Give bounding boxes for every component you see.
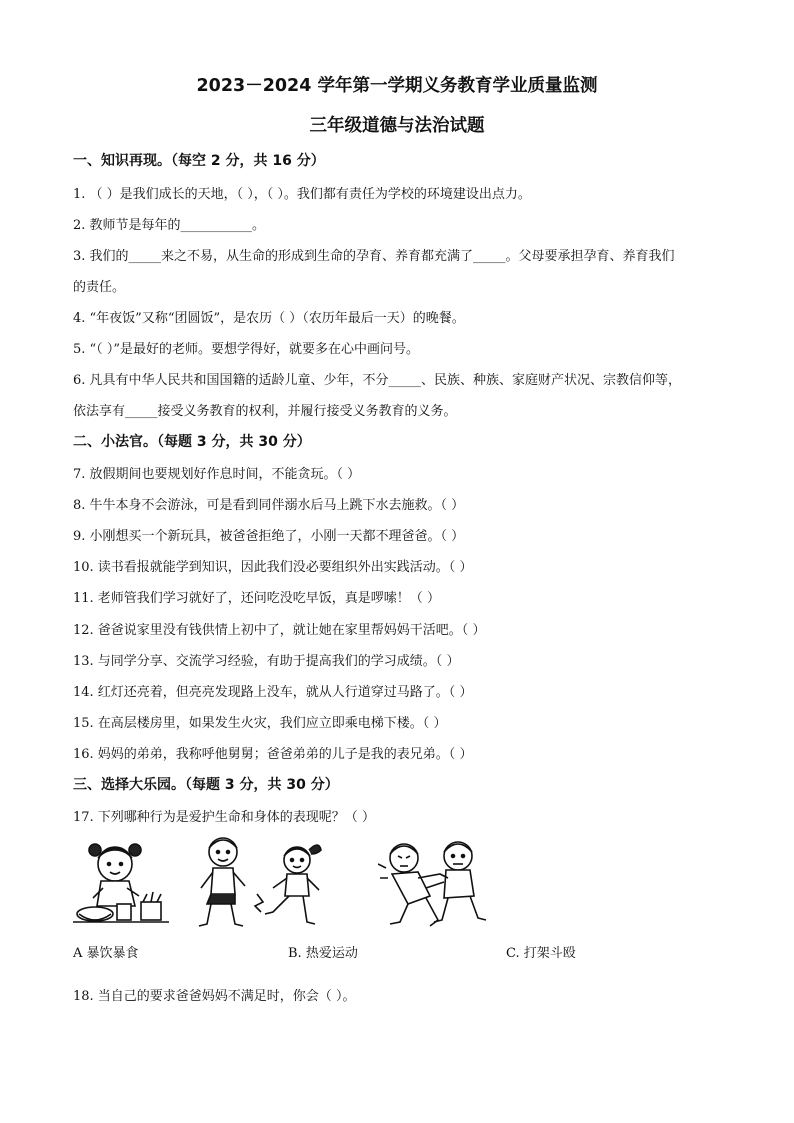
question-line: 5. “（ ）”是最好的老师。要想学得好，就要多在心中画问号。 bbox=[73, 342, 419, 357]
page-title: 2023－2024 学年第一学期义务教育学业质量监测 bbox=[196, 76, 598, 96]
question-line: 7. 放假期间也要规划好作息时间，不能贪玩。（ ） bbox=[73, 467, 361, 482]
page-subtitle: 三年级道德与法治试题 bbox=[309, 116, 485, 136]
overeating-illustration bbox=[73, 836, 169, 928]
question-line: 1. （ ）是我们成长的天地，（ ），（ ）。我们都有责任为学校的环境建设出点力。 bbox=[73, 187, 531, 202]
question-line: 依法享有_____接受义务教育的权利，并履行接受义务教育的义务。 bbox=[73, 404, 457, 419]
option-a: A 暴饮暴食 bbox=[73, 946, 139, 961]
question-line: 15. 在高层楼房里，如果发生火灾，我们应立即乘电梯下楼。（ ） bbox=[73, 716, 447, 731]
question-line: 12. 爸爸说家里没有钱供情上初中了，就让她在家里帮妈妈干活吧。（ ） bbox=[73, 623, 486, 638]
option-b: B. 热爱运动 bbox=[288, 946, 358, 961]
section-heading-2: 二、小法官。（每题 3 分，共 30 分） bbox=[73, 434, 311, 450]
question-line: 11. 老师管我们学习就好了，还问吃没吃早饭，真是啰嗦！（ ） bbox=[73, 591, 440, 606]
question-line: 18. 当自己的要求爸爸妈妈不满足时，你会（ ）。 bbox=[73, 989, 356, 1004]
question-line: 16. 妈妈的弟弟，我称呼他舅舅；爸爸弟弟的儿子是我的表兄弟。（ ） bbox=[73, 747, 473, 762]
section-heading-3: 三、选择大乐园。（每题 3 分，共 30 分） bbox=[73, 777, 339, 793]
question-line: 17. 下列哪种行为是爱护生命和身体的表现呢？（ ） bbox=[73, 810, 375, 825]
question-line: 的责任。 bbox=[73, 280, 126, 295]
fighting-illustration bbox=[378, 834, 488, 928]
sports-illustration bbox=[195, 832, 325, 930]
question-line: 3. 我们的_____来之不易，从生命的形成到生命的孕育、养育都充满了_____。父母要承担孕育、养育我们 bbox=[73, 249, 675, 264]
question-line: 10. 读书看报就能学到知识，因此我们没必要组织外出实践活动。（ ） bbox=[73, 560, 473, 575]
question-line: 8. 牛牛本身不会游泳，可是看到同伴溺水后马上跳下水去施救。（ ） bbox=[73, 498, 465, 513]
question-line: 6. 凡具有中华人民共和国国籍的适龄儿童、少年，不分_____、民族、种族、家庭财产状况、宗教信仰等， bbox=[73, 373, 682, 388]
question-line: 14. 红灯还亮着，但亮亮发现路上没车，就从人行道穿过马路了。（ ） bbox=[73, 685, 473, 700]
question-line: 13. 与同学分享、交流学习经验，有助于提高我们的学习成绩。（ ） bbox=[73, 654, 460, 669]
option-c: C. 打架斗殴 bbox=[506, 946, 576, 961]
question-line: 2. 教师节是每年的___________。 bbox=[73, 218, 266, 233]
section-heading-1: 一、知识再现。（每空 2 分，共 16 分） bbox=[73, 153, 325, 169]
question-line: 4. “年夜饭”又称“团圆饭”，是农历（ ）（农历年最后一天）的晚餐。 bbox=[73, 311, 465, 326]
question-line: 9. 小刚想买一个新玩具，被爸爸拒绝了，小刚一天都不理爸爸。（ ） bbox=[73, 529, 465, 544]
